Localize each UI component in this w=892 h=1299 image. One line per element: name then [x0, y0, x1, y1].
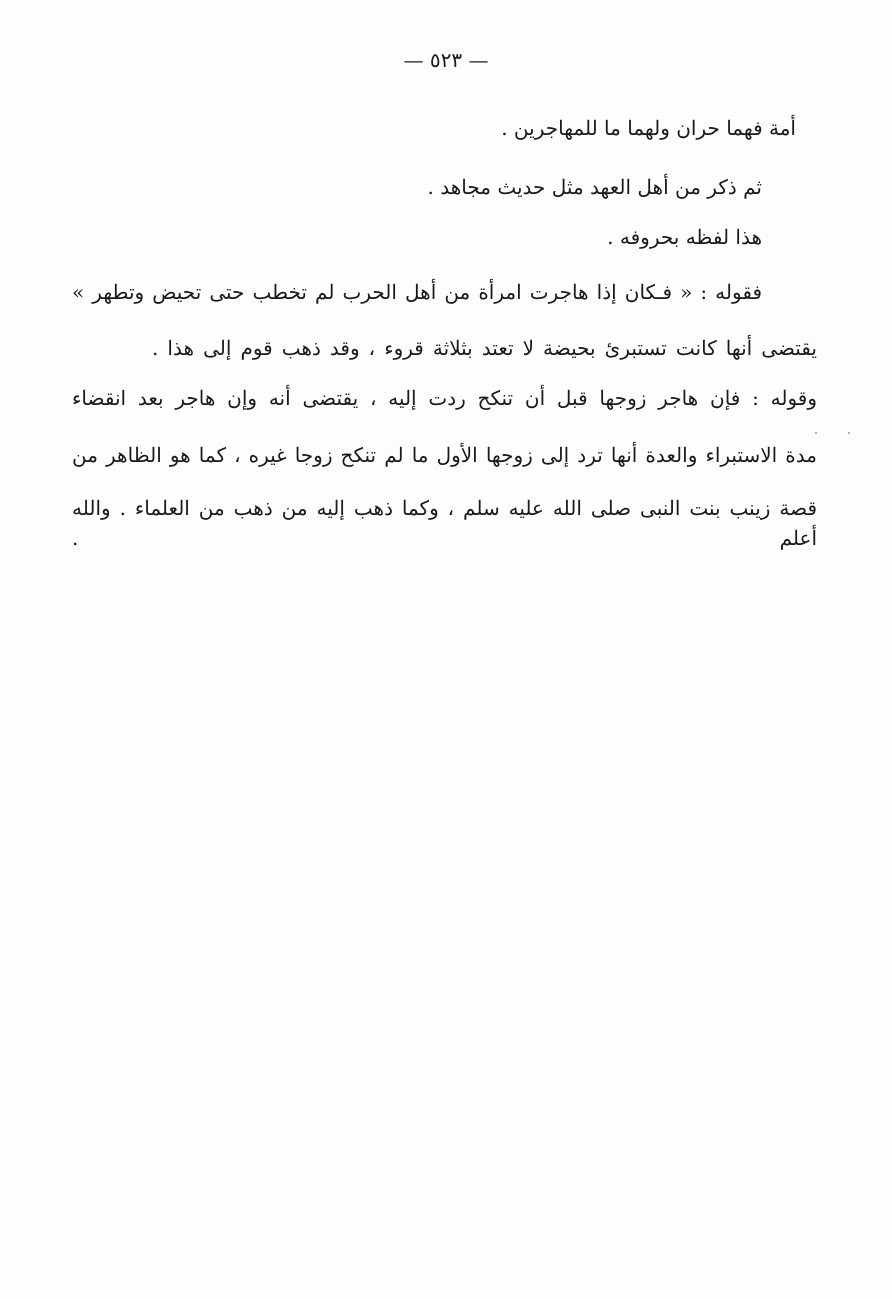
text-line: وقوله : فإن هاجر زوجها قبل أن تنكح ردت إليه ، يقتضى أنه وإن هاجر بعد انقضاء [72, 386, 817, 410]
page-number: — ٥٢٣ — [403, 48, 489, 72]
text-line: فقوله : « فـكان إذا هاجرت امرأة من أهل الحرب لم تخطب حتى تحيض وتطهر » [72, 280, 762, 304]
scan-speck [848, 432, 850, 434]
text-line: هذا لفظه بحروفه . [607, 225, 762, 249]
text-line: يقتضى أنها كانت تستبرئ بحيضة لا تعتد بثلاثة قروء ، وقد ذهب قوم إلى هذا . [152, 336, 817, 360]
text-line: قصة زينب بنت النبى صلى الله عليه سلم ، وكما ذهب إليه من ذهب من العلماء . والله أعلم . [72, 496, 817, 550]
text-line: مدة الاستبراء والعدة أنها ترد إلى زوجها الأول ما لم تنكح زوجا غيره ، كما هو الظاهر من [72, 443, 817, 467]
text-line: أمة فهما حران ولهما ما للمهاجرين . [501, 116, 796, 140]
text-line: ثم ذكر من أهل العهد مثل حديث مجاهد . [427, 175, 762, 199]
scan-speck [815, 432, 817, 434]
